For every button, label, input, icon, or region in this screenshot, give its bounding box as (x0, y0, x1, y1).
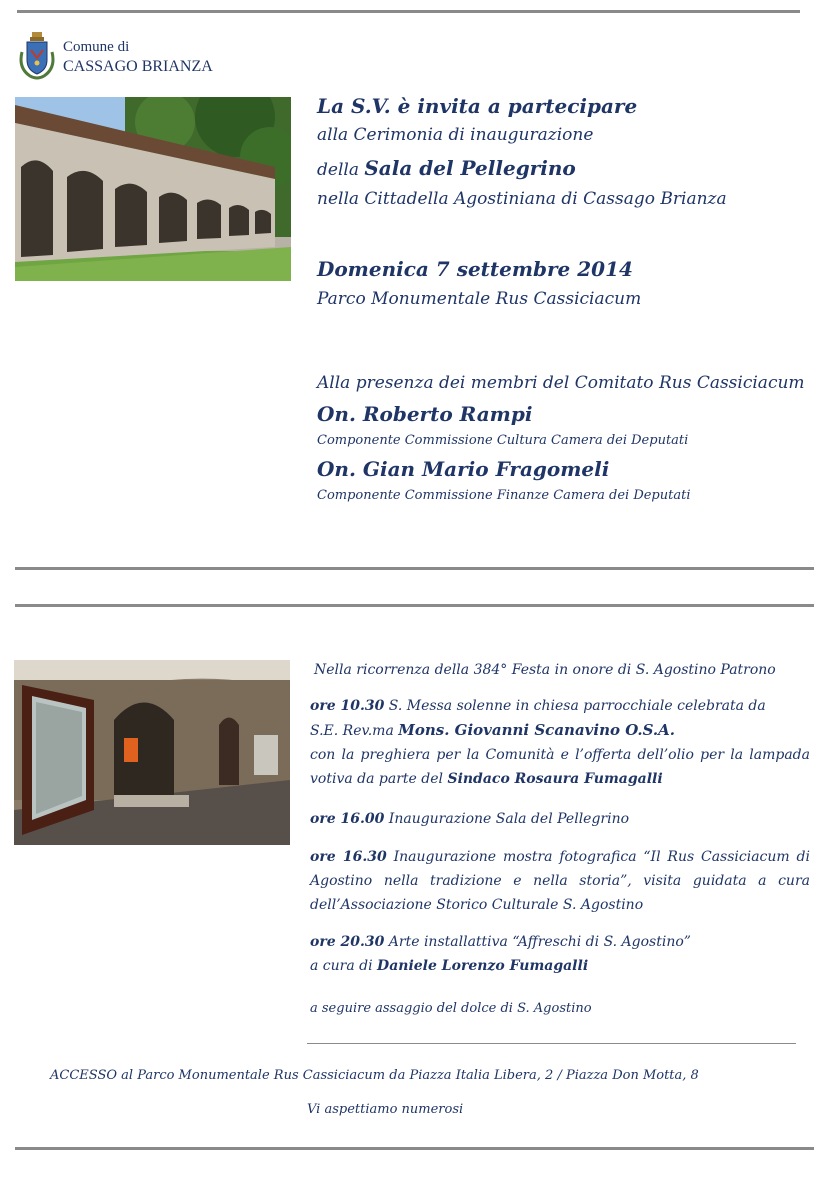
event-1030-celebrant: Mons. Giovanni Scanavino O.S.A. (398, 721, 675, 739)
event-1030-time: ore 10.30 (310, 698, 385, 714)
event-1600-time: ore 16.00 (310, 811, 385, 827)
event-1630-time: ore 16.30 (310, 849, 387, 865)
access-rest: al Parco Monumentale Rus Cassiciacum da Piazza Italia Libera, 2 / Piazza Don Motta, 8 (117, 1068, 699, 1083)
event-1600-text: Inaugurazione Sala del Pellegrino (384, 811, 630, 827)
arcade-photo (15, 97, 291, 281)
event-1630-text: Inaugurazione mostra fotografica “Il Rus Cassiciacum di Agostino nella tradizione e nella storia”, visita guidata a cura dell’Associazione Storico Culturale S. Agostino (310, 849, 810, 913)
footer-divider (307, 1043, 796, 1044)
event-2030-artist: Daniele Lorenzo Fumagalli (377, 958, 589, 974)
event-place: Parco Monumentale Rus Cassiciacum (317, 289, 642, 309)
presence-line: Alla presenza dei membri del Comitato Rus Cassiciacum (317, 373, 805, 393)
invitation-line1: La S.V. è invita a partecipare (317, 94, 638, 118)
event-2030-text: Arte installattiva “Affreschi di S. Agostino” (384, 934, 691, 950)
event-1030-text2: S.E. Rev.ma (310, 723, 399, 739)
closing-note: a seguire assaggio del dolce di S. Agostino (310, 1001, 592, 1016)
invitation-line2: alla Cerimonia di inaugurazione (317, 125, 594, 145)
mid-rule-2 (15, 604, 814, 607)
invitation-line4: nella Cittadella Agostiniana di Cassago Brianza (317, 189, 727, 209)
event-1630 (310, 845, 810, 917)
interior-photo (14, 660, 290, 845)
top-rule (17, 10, 800, 13)
event-2030-time: ore 20.30 (310, 934, 385, 950)
bottom-rule (15, 1147, 814, 1150)
greeting: Vi aspettiamo numerosi (307, 1102, 464, 1117)
event-2030-text2: a cura di (310, 958, 378, 974)
coat-of-arms-icon (18, 30, 56, 82)
event-1030 (310, 694, 810, 791)
comune-label: Comune di (63, 39, 130, 55)
mid-rule-1 (15, 567, 814, 570)
guest2-name: On. Gian Mario Fragomeli (317, 457, 610, 481)
guest1-name: On. Roberto Rampi (317, 402, 533, 426)
program-intro: Nella ricorrenza della 384° Festa in onore di S. Agostino Patrono (314, 662, 776, 678)
invitation-line3-pre: della (317, 160, 365, 180)
event-date: Domenica 7 settembre 2014 (317, 257, 633, 281)
guest2-role: Componente Commissione Finanze Camera dei Deputati (317, 488, 691, 503)
event-1030-text3: con la preghiera per la Comunità e l’offerta dell’olio per la lampada votiva da parte del (310, 747, 810, 787)
access-caps: ACCESSO (50, 1068, 118, 1083)
guest1-role: Componente Commissione Cultura Camera dei Deputati (317, 433, 689, 448)
event-2030 (310, 930, 810, 978)
comune-name: CASSAGO BRIANZA (63, 58, 213, 75)
invitation-line3 (317, 156, 576, 180)
event-1030-text: S. Messa solenne in chiesa parrocchiale celebrata da (384, 698, 766, 714)
event-1030-mayor: Sindaco Rosaura Fumagalli (447, 771, 663, 787)
access-info (50, 1068, 699, 1083)
event-1600 (310, 807, 810, 831)
event-venue-name: Sala del Pellegrino (364, 156, 576, 180)
